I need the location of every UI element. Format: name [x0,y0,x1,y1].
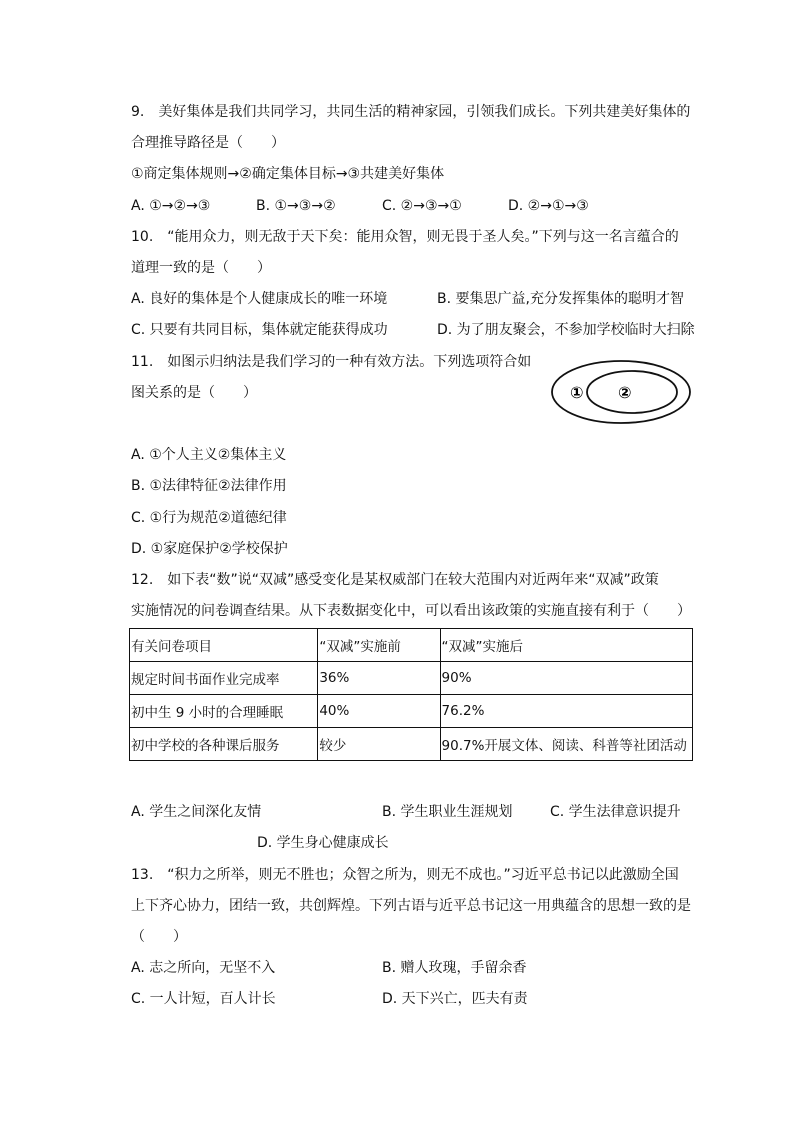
q12-option-d: D. 学生身心健康成长 [257,835,389,851]
q10-option-d: D. 为了朋友聚会，不参加学校临时大扫除 [437,322,695,338]
q9-steps: ①商定集体规则→②确定集体目标→③共建美好集体 [131,166,445,182]
q11-stem-line2: 图关系的是（ ） [131,385,257,401]
q13-option-b: B. 赠人玫瑰，手留余香 [382,960,527,976]
q12-option-a: A. 学生之间深化友情 [131,804,262,820]
q13-stem-line2: 上下齐心协力，团结一致，共创辉煌。下列古语与近平总书记这一用典蕴含的思想一致的是 [131,898,691,914]
q12-stem-line2: 实施情况的问卷调查结果。从下表数据变化中，可以看出该政策的实施直接有利于（ ） [131,603,691,619]
q13-option-d: D. 天下兴亡，匹夫有责 [382,991,528,1007]
diagram-label-inner: ② [618,383,632,402]
table-cell: 初中生 9 小时的合理睡眠 [130,695,318,728]
q10-stem-line2: 道理一致的是（ ） [131,260,271,276]
q11-option-b: B. ①法律特征②法律作用 [131,478,287,494]
table-header-cell: “双减”实施前 [318,629,440,662]
q12-option-b: B. 学生职业生涯规划 [382,804,513,820]
q11-option-c: C. ①行为规范②道德纪律 [131,510,287,526]
q13-option-a: A. 志之所向，无坚不入 [131,960,276,976]
table-cell: 初中学校的各种课后服务 [130,728,318,761]
q9-option-d: D. ②→①→③ [508,198,589,214]
table-cell: 规定时间书面作业完成率 [130,662,318,695]
q9-stem-line1: 9. 美好集体是我们共同学习，共同生活的精神家园，引领我们成长。下列共建美好集体的 [131,104,691,120]
table-header-row [130,629,693,662]
q11-option-a: A. ①个人主义②集体主义 [131,447,287,463]
table-cell: 较少 [318,728,440,761]
inner-ellipse [587,371,677,413]
table-cell: 36% [318,662,440,695]
survey-table [129,628,693,761]
q9-option-b: B. ①→③→② [256,198,336,214]
table-cell: 90% [440,662,692,695]
table-cell: 90.7%开展文体、阅读、科普等社团活动 [440,728,692,761]
q12-stem-line1: 12. 如下表“数”说“双减”感受变化是某权威部门在较大范围内对近两年来“双减”政策 [131,572,659,588]
diagram-label-outer: ① [570,383,584,402]
q13-option-c: C. 一人计短，百人计长 [131,991,276,1007]
q9-stem-line2: 合理推导路径是（ ） [131,135,285,151]
q13-stem-line3: （ ） [131,929,187,945]
q9-option-a: A. ①→②→③ [131,198,211,214]
q13-stem-line1: 13. “积力之所举，则无不胜也；众智之所为，则无不成也。”习近平总书记以此激励全国 [131,867,679,883]
table-row [130,695,693,728]
table-row [130,662,693,695]
table-cell: 76.2% [440,695,692,728]
q12-option-c: C. 学生法律意识提升 [550,804,681,820]
q11-stem-line1: 11. 如图示归纳法是我们学习的一种有效方法。下列选项符合如 [131,354,532,370]
q10-stem-line1: 10. “能用众力，则无敌于天下矣：能用众智，则无畏于圣人矣。”下列与这一名言蕴合的 [131,229,679,245]
table-row [130,728,693,761]
nested-ellipse-diagram [550,358,694,426]
table-cell: 40% [318,695,440,728]
q10-option-b: B. 要集思广益,充分发挥集体的聪明才智 [437,291,684,307]
table-header-cell: 有关问卷项目 [130,629,318,662]
q10-option-c: C. 只要有共同目标，集体就定能获得成功 [131,322,388,338]
table-header-cell: “双减”实施后 [440,629,692,662]
q9-option-c: C. ②→③→① [382,198,462,214]
q10-option-a: A. 良好的集体是个人健康成长的唯一环境 [131,291,388,307]
q11-option-d: D. ①家庭保护②学校保护 [131,541,288,557]
